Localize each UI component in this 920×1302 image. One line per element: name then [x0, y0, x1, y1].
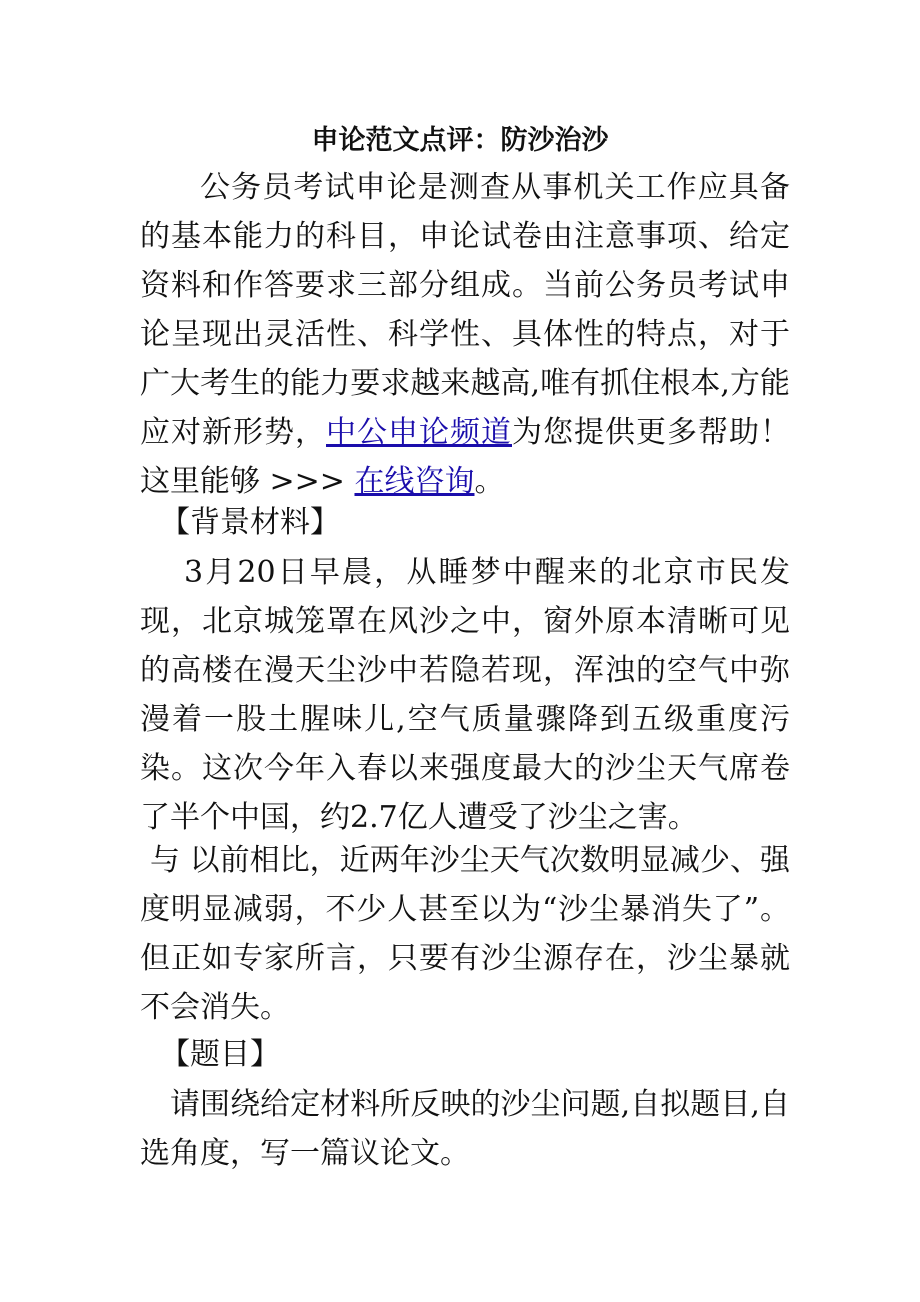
shenlun-channel-link[interactable]: 中公申论频道 [326, 415, 512, 450]
material-paragraph-1: 3月20日早晨，从睡梦中醒来的北京市民发现，北京城笼罩在风沙之中，窗外原本清晰可见的高楼在漫天尘沙中若隐若现，浑浊的空气中弥漫着一股土腥味儿,空气质量骤降到五级重度污染。这次今年入春以来强度最大的沙尘天气席卷了半个中国，约2.7亿人遭受了沙尘之害。 [140, 555, 790, 835]
intro-paragraph [140, 163, 790, 506]
intro-text: 公务员考试申论是测查从事机关工作应具备的基本能力的科目，申论试卷由注意事项、给定资料和作答要求三部分组成。当前公务员考试申论呈现出灵活性、科学性、具体性的特点，对于广大考生的能力要求越来越高,唯有抓住根本,方能应对新形势， [140, 170, 790, 450]
section-heading-question: 【题目】 [160, 1037, 280, 1072]
intro-text-middle: 为您提供更多帮助！ 这里能够 >>> [140, 415, 790, 499]
page-title: 申论范文点评：防沙治沙 [311, 125, 609, 156]
online-consult-link[interactable]: 在线咨询 [354, 464, 475, 499]
intro-text-end: 。 [474, 464, 505, 499]
section-heading-background: 【背景材料】 [160, 505, 340, 540]
question-paragraph: 请围绕给定材料所反映的沙尘问题,自拟题目,自选角度，写一篇议论文。 [140, 1087, 790, 1171]
material-paragraph-2: 与 以前相比，近两年沙尘天气次数明显减少、强度明显减弱，不少人甚至以为“沙尘暴消失了”。但正如专家所言，只要有沙尘源存在，沙尘暴就不会消失。 [140, 843, 790, 1025]
